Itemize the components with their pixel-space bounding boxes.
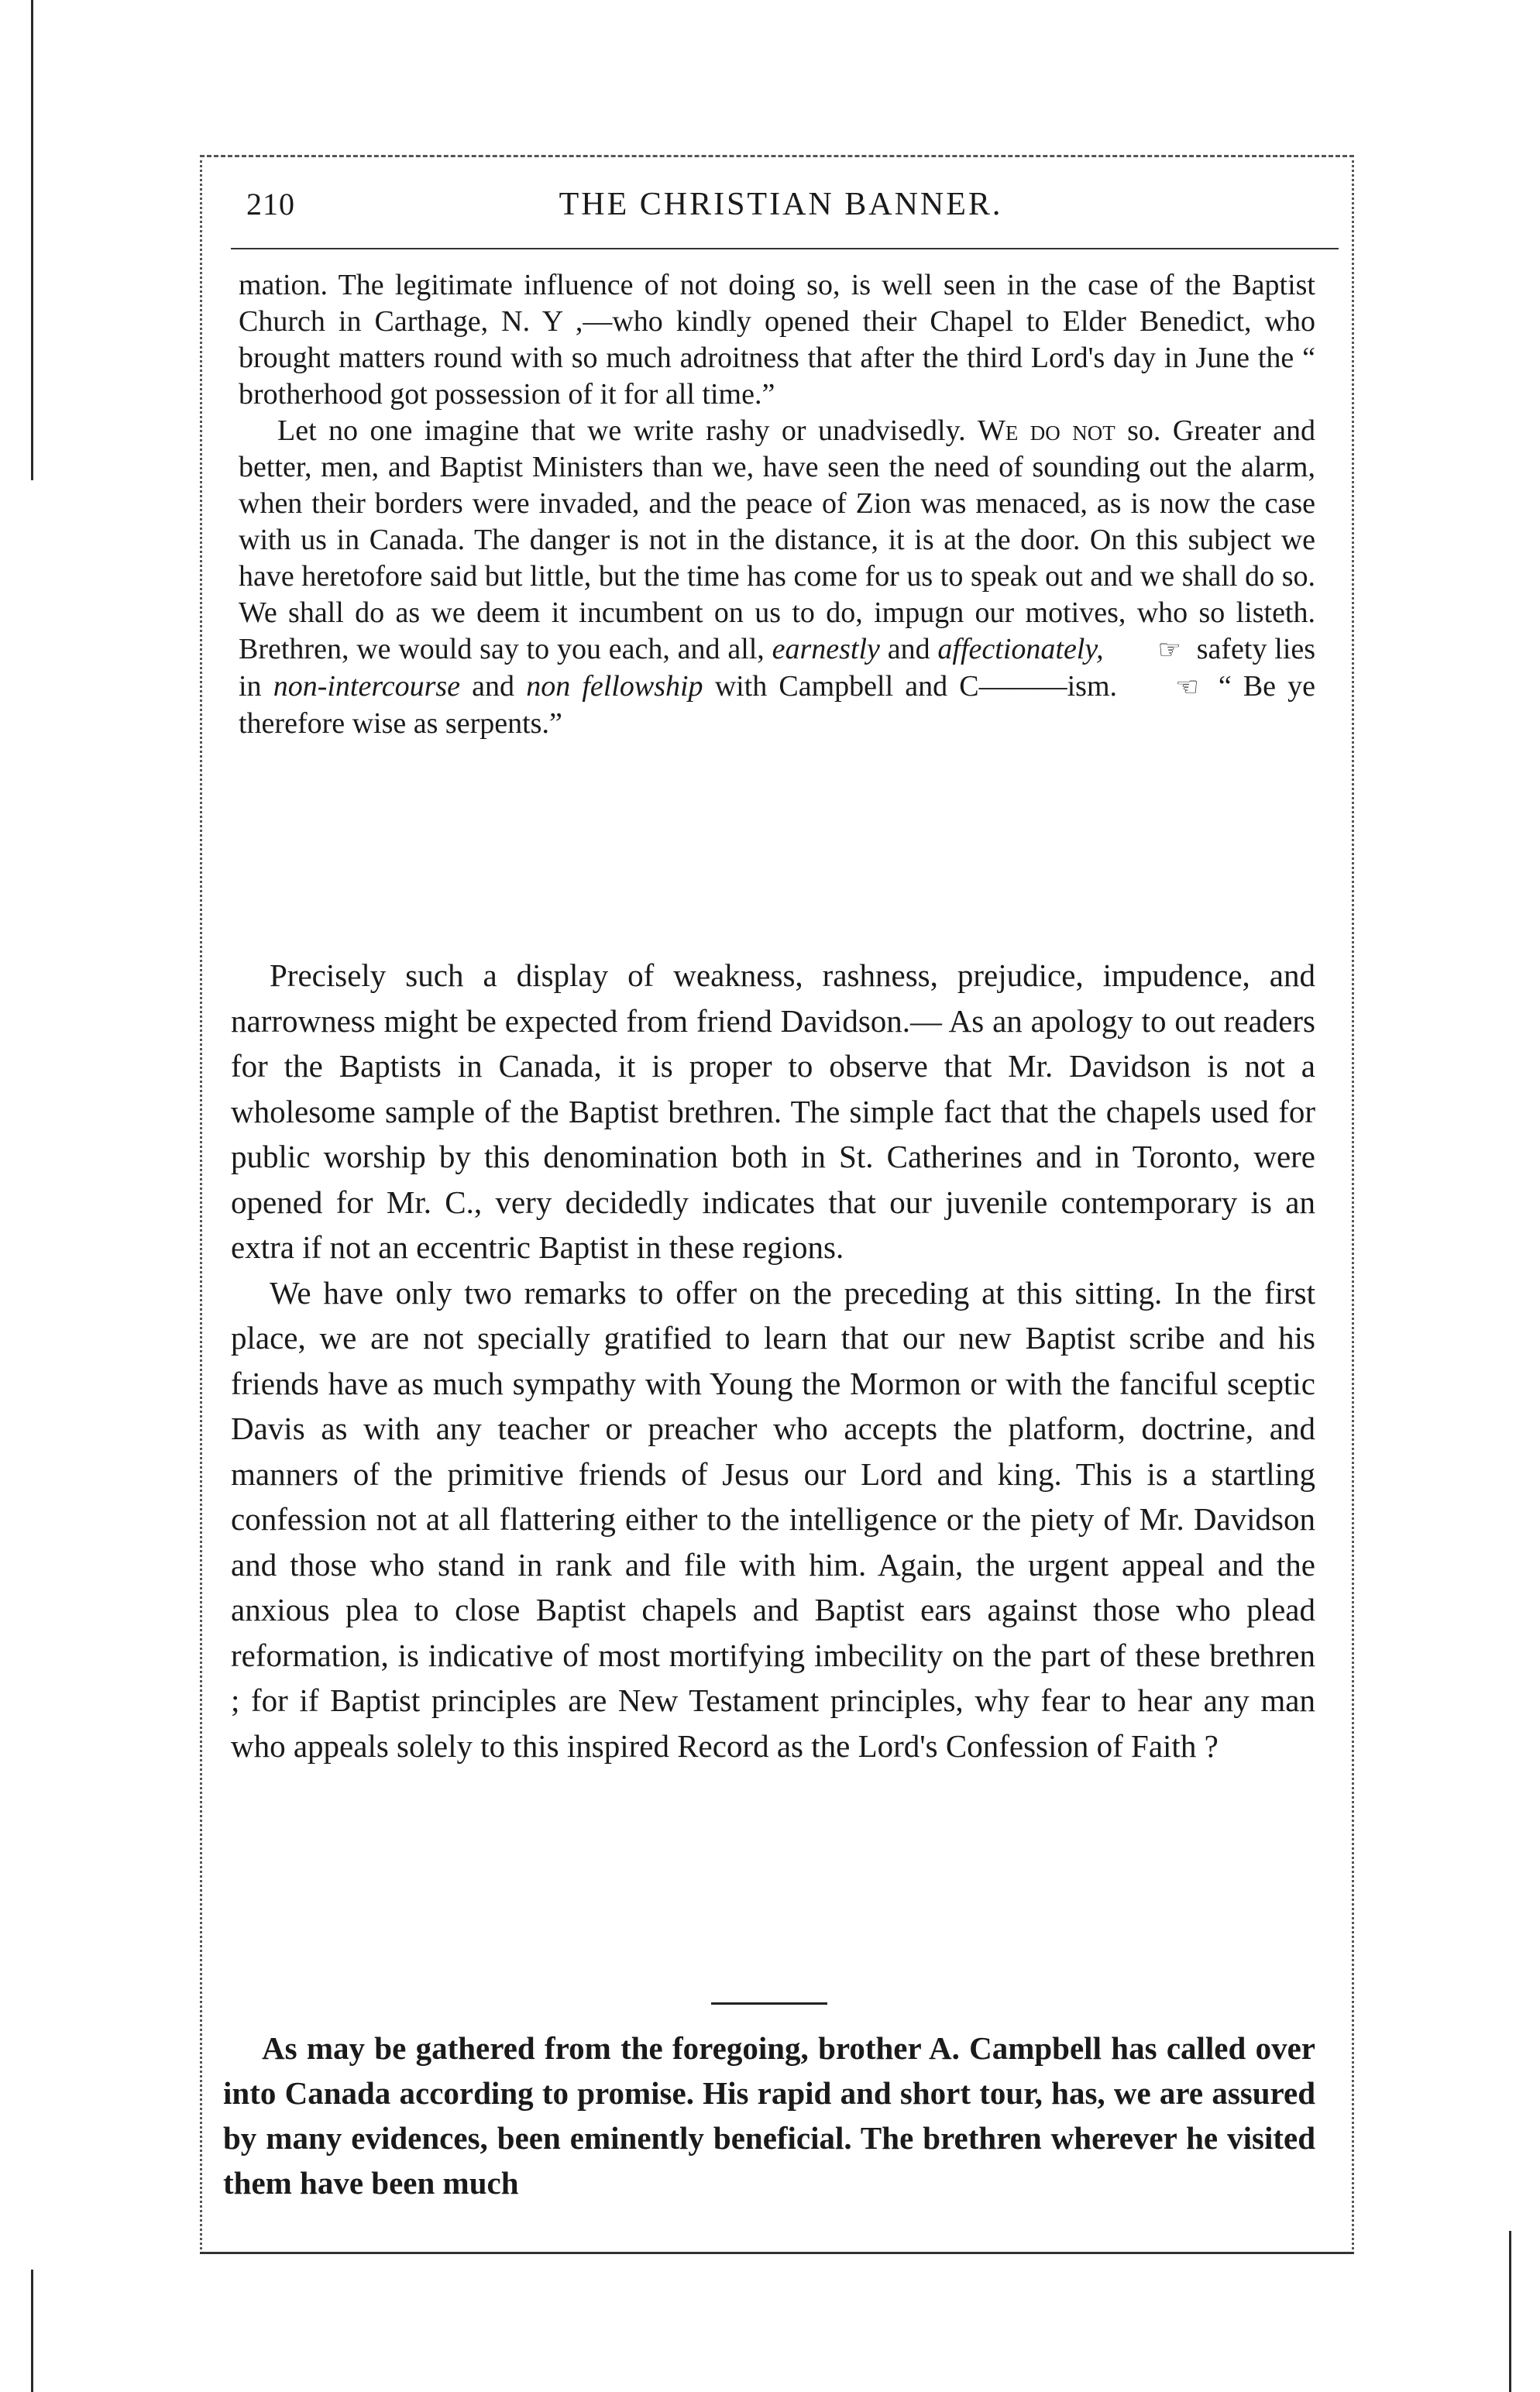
frame-left-rule [200, 155, 202, 2254]
italic-text: earnestly [772, 633, 880, 665]
campbell-section [223, 2026, 1315, 2205]
italic-text: non fellowship [526, 670, 703, 703]
italic-text: non-intercourse [273, 670, 461, 703]
quoted-paragraph-2 [239, 413, 1315, 742]
italic-text: affectionately, [937, 633, 1104, 665]
quoted-text: and [472, 670, 515, 703]
page-number: 210 [246, 187, 295, 222]
left-edge-mark [31, 0, 33, 480]
campbell-paragraph: As may be gathered from the foregoing, brother A. Campbell has called over into Canada according to promise. His rapid and short tour, has, we are assured by many evidences, been eminently beneficial. The brethren wherever he visited them have been much [223, 2030, 1315, 2201]
quoted-text: with Campbell and C———ism. [714, 670, 1118, 703]
section-divider [711, 2002, 827, 2005]
small-caps-text: We do not [978, 414, 1115, 447]
commentary-paragraph-2: We have only two remarks to offer on the preceding at this sitting. In the first place, we are not specially gratified to learn that our new Baptist scribe and his friends have as much sympathy with Young the Mormon or with the fanciful sceptic Davis as with any teacher or preacher who accepts the platform, doctrine, and manners of the primitive friends of Jesus our Lord and king. This is a startling confession not at all flattering either to the intelligence or the piety of Mr. Davidson and those who stand in rank and file with him. Again, the urgent appeal and the anxious plea to close Baptist chapels and Baptist ears against those who plead reformation, is indicative of most mortifying imbecility on the part of these brethren ; for if Baptist principles are New Testament principles, why fear to hear any man who appeals solely to this inspired Record as the Lord's Confession of Faith ? [231, 1274, 1315, 1764]
quoted-text: “ Be ye therefore wise as serpents.” [239, 670, 1316, 740]
quoted-text: and [887, 633, 930, 665]
left-edge-mark-lower [31, 2270, 33, 2392]
quoted-text: so. Greater and better, men, and Baptist Ministers than we, have seen the need of sounding out the alarm, when their borders were invaded, and the peace of Zion was menaced, as is now the case with us in Canada. The danger is not in the distance, it is at the door. On this subject we have heretofore said but little, but the time has come for us to speak out and we shall do so. We shall do as we deem it incumbent on us to do, impugn our motives, who so listeth. Brethren, we would say to you each, and all, [239, 414, 1316, 665]
frame-top-rule [200, 155, 1354, 157]
right-edge-mark [1509, 2231, 1511, 2392]
pointing-hand-left-icon: ☜ [1175, 673, 1199, 702]
frame-right-rule [1352, 155, 1354, 2254]
running-title: THE CHRISTIAN BANNER. [559, 187, 1003, 222]
page-frame [200, 155, 1354, 2254]
page-header [246, 186, 1315, 240]
quoted-paragraph-1: mation. The legitimate influence of not doing so, is well seen in the case of the Baptist Church in Carthage, N. Y ,—who kindly opened their Chapel to Elder Benedict, who brought matters round with so much adroitness that after the third Lord's day in June the “ brotherhood got possession of it for all time.” [239, 269, 1315, 411]
quoted-text: Let no one imagine that we write rashy or unadvisedly. [277, 414, 966, 447]
quoted-passage [239, 267, 1315, 742]
frame-bottom-rule [200, 2252, 1354, 2254]
pointing-hand-right-icon: ☞ [1157, 636, 1181, 665]
header-rule [231, 248, 1339, 249]
commentary-section [231, 953, 1315, 1768]
commentary-paragraph-1: Precisely such a display of weakness, rashness, prejudice, impudence, and narrowness might be expected from friend Davidson.— As an apology to out readers for the Baptists in Canada, it is proper to observe that Mr. Davidson is not a wholesome sample of the Baptist brethren. The simple fact that the chapels used for public worship by this denomination both in St. Catherines and in Toronto, were opened for Mr. C., very decidedly indicates that our juvenile contemporary is an extra if not an eccentric Baptist in these regions. [231, 957, 1315, 1265]
quoted-text: safety lies in [239, 633, 1316, 703]
